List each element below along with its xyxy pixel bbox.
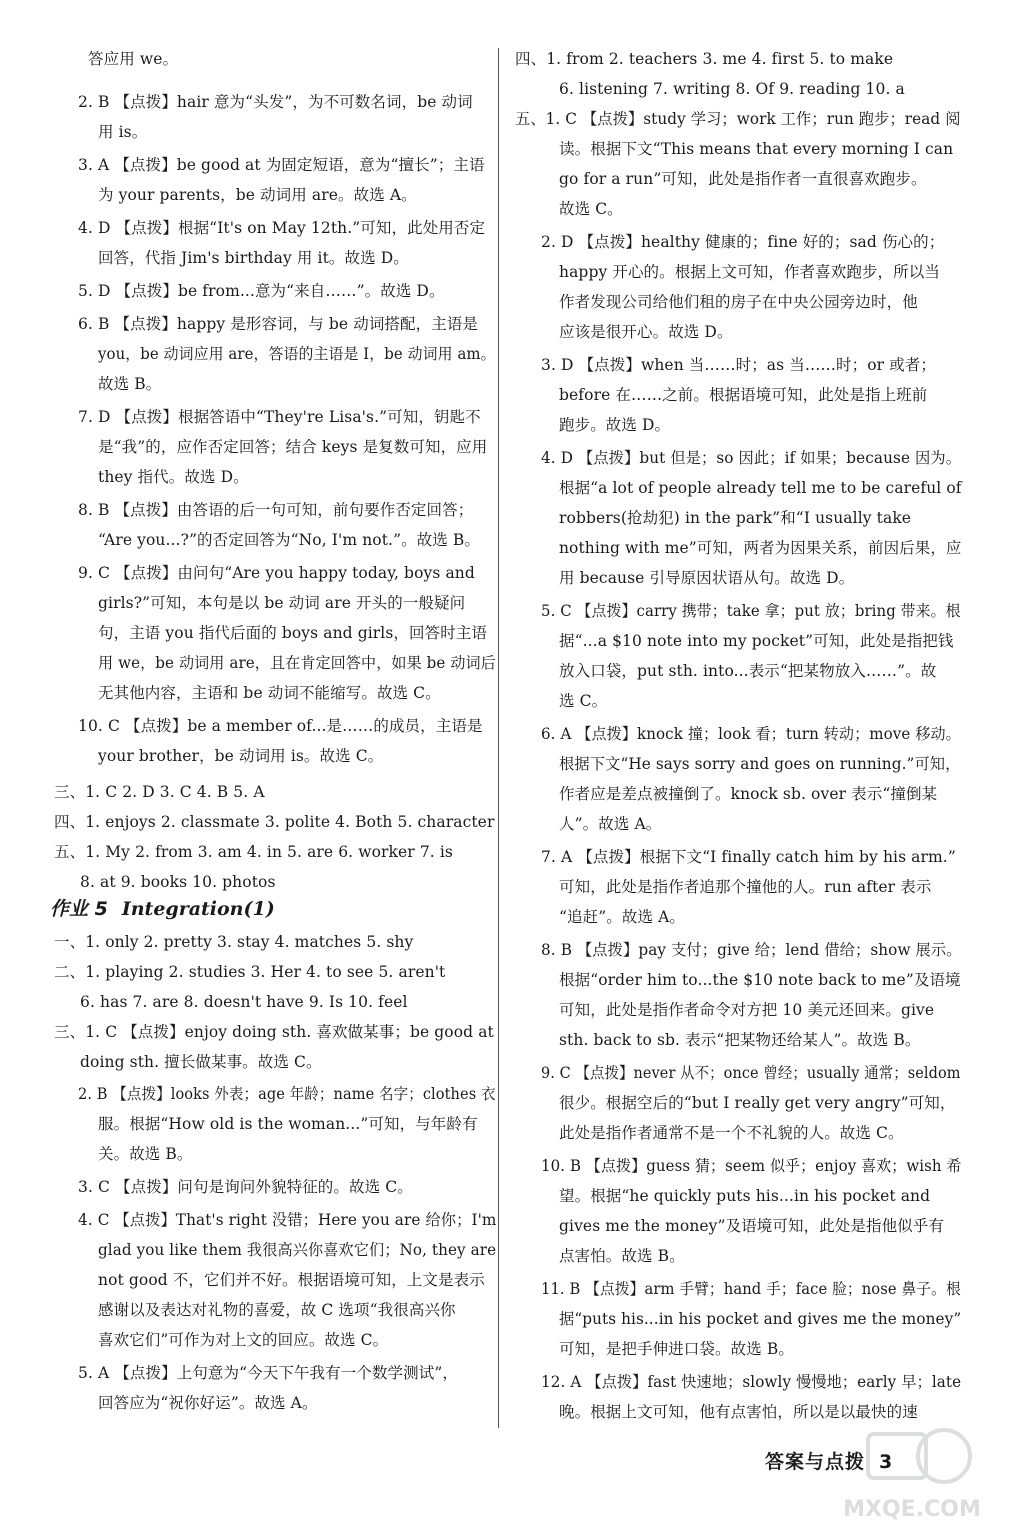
answer-line: 二、1. playing 2. studies 3. Her 4. to see 5. aren't	[54, 963, 446, 981]
watermark-logo	[832, 1420, 992, 1525]
answer-line: 此处是指作者通常不是一个不礼貌的人。故选 C。	[559, 1124, 904, 1142]
answer-line: 6. has 7. are 8. doesn't have 9. Is 10. feel	[80, 993, 408, 1011]
answer-line: 8. at 9. books 10. photos	[80, 873, 276, 891]
footer-label: 答案与点拨	[765, 1451, 866, 1473]
answer-line: 11. B 【点拨】arm 手臂；hand 手；face 脸；nose 鼻子。根	[541, 1280, 961, 1298]
answer-line: 一、1. only 2. pretty 3. stay 4. matches 5. shy	[54, 933, 414, 951]
answer-line: 9. C 【点拨】由问句“Are you happy today, boys and	[78, 564, 475, 582]
answer-line: 2. B 【点拨】looks 外表；age 年龄；name 名字；clothes 衣	[78, 1085, 496, 1103]
answer-line: 晚。根据上文可知，他有点害怕，所以是以最快的速	[559, 1403, 918, 1421]
answer-line: 8. B 【点拨】pay 支付；give 给；lend 借给；show 展示。	[541, 941, 962, 959]
answer-line: 4. D 【点拨】根据“It's on May 12th.”可知，此处用否定	[78, 219, 486, 237]
answer-line: 应该是很开心。故选 D。	[559, 323, 733, 341]
answer-line: robbers(抢劫犯) in the park”和“I usually take	[559, 509, 912, 527]
answer-line: 10. B 【点拨】guess 猜；seem 似乎；enjoy 喜欢；wish 希	[541, 1157, 962, 1175]
page-number: 3	[879, 1451, 894, 1473]
answer-line: 望。根据“he quickly puts his...in his pocket and	[559, 1187, 931, 1205]
answer-line: 作者发现公司给他们租的房子在中央公园旁边时，他	[559, 293, 918, 311]
answer-line: happy 开心的。根据上文可知，作者喜欢跑步，所以当	[559, 263, 940, 281]
answer-line: glad you like them 我很高兴你喜欢它们；No, they are	[98, 1241, 497, 1259]
answer-line: 放入口袋，put sth. into...表示“把某物放入……”。故	[559, 662, 937, 680]
answer-line: 根据“order him to...the $10 note back to me”及语境	[559, 971, 961, 989]
answer-line: 6. A 【点拨】knock 撞；look 看；turn 转动；move 移动。	[541, 725, 961, 743]
answer-line: 答应用 we。	[88, 50, 179, 68]
answer-line: your brother，be 动词用 is。故选 C。	[98, 747, 384, 765]
answer-line: 四、1. enjoys 2. classmate 3. polite 4. Both 5. character	[54, 813, 495, 831]
answer-line: 据“...a $10 note into my pocket”可知，此处是指把钱	[559, 632, 954, 650]
answer-line: 4. C 【点拨】That's right 没错；Here you are 给你；I'm	[78, 1211, 497, 1229]
answer-line: 12. A 【点拨】fast 快速地；slowly 慢慢地；early 早；late	[541, 1373, 962, 1391]
answer-line: go for a run”可知，此处是指作者一直很喜欢跑步。	[559, 170, 927, 188]
answer-line: 8. B 【点拨】由答语的后一句可知，前句要作否定回答；	[78, 501, 474, 519]
answer-line: 四、1. from 2. teachers 3. me 4. first 5. to make	[515, 50, 894, 68]
answer-line: 感谢以及表达对礼物的喜爱，故 C 选项“我很高兴你	[98, 1301, 456, 1319]
answer-line: 根据“a lot of people already tell me to be careful of	[559, 479, 962, 497]
answer-line: girls?”可知，本句是以 be 动词 are 开头的一般疑问	[98, 594, 466, 612]
section-label: 作业 5	[50, 898, 108, 920]
answer-line: 点害怕。故选 B。	[559, 1247, 685, 1265]
answer-line: 5. D 【点拨】be from...意为“来自……”。故选 D。	[78, 282, 445, 300]
answer-line: 可知，此处是指作者追那个撞他的人。run after 表示	[559, 878, 932, 896]
answer-line: 9. C 【点拨】never 从不；once 曾经；usually 通常；seldom	[541, 1064, 961, 1082]
answer-line: before 在……之前。根据语境可知，此处是指上班前	[559, 386, 928, 404]
answer-line: they 指代。故选 D。	[98, 468, 249, 486]
answer-line: 可知，是把手伸进口袋。故选 B。	[559, 1340, 794, 1358]
section-heading	[50, 896, 275, 922]
answer-line: 6. listening 7. writing 8. Of 9. reading 10. a	[559, 80, 905, 98]
answer-line: 喜欢它们”可作为对上文的回应。故选 C。	[98, 1331, 389, 1349]
answer-line: 三、1. C 2. D 3. C 4. B 5. A	[54, 783, 265, 801]
answer-line: 句，主语 you 指代后面的 boys and girls，回答时主语	[98, 624, 488, 642]
answer-line: 读。根据下文“This means that every morning I can	[559, 140, 954, 158]
answer-line: “Are you...?”的否定回答为“No, I'm not.”。故选 B。	[98, 531, 481, 549]
answer-line: 故选 B。	[98, 375, 162, 393]
answer-line: 4. D 【点拨】but 但是；so 因此；if 如果；because 因为。	[541, 449, 962, 467]
answer-line: doing sth. 擅长做某事。故选 C。	[80, 1053, 322, 1071]
answer-line: 无其他内容，主语和 be 动词不能缩写。故选 C。	[98, 684, 441, 702]
answer-line: 用 is。	[98, 123, 148, 141]
answer-line: 根据下文“He says sorry and goes on running.”可知，	[559, 755, 961, 773]
answer-line: 三、1. C 【点拨】enjoy doing sth. 喜欢做某事；be good at	[54, 1023, 494, 1041]
answer-line: 6. B 【点拨】happy 是形容词，与 be 动词搭配，主语是	[78, 315, 479, 333]
answer-line: 3. C 【点拨】问句是询问外貌特征的。故选 C。	[78, 1178, 413, 1196]
answer-line: 作者应是差点被撞倒了。knock sb. over 表示“撞倒某	[559, 785, 938, 803]
answer-line: “追赶”。故选 A。	[559, 908, 685, 926]
answer-line: 是“我”的，应作否定回答；结合 keys 是复数可知，应用	[98, 438, 488, 456]
answer-line: 可知，此处是指作者命令对方把 10 美元还回来。give	[559, 1001, 935, 1019]
answer-line: gives me the money”及语境可知，此处是指他似乎有	[559, 1217, 944, 1235]
answer-line: 五、1. My 2. from 3. am 4. in 5. are 6. worker 7. is	[54, 843, 453, 861]
answer-line: 关。故选 B。	[98, 1145, 193, 1163]
answer-line: 3. D 【点拨】when 当……时；as 当……时；or 或者；	[541, 356, 936, 374]
answer-line: 3. A 【点拨】be good at 为固定短语，意为“擅长”；主语	[78, 156, 485, 174]
section-title: Integration(1)	[121, 898, 275, 920]
watermark-text: MXQE.COM	[843, 1497, 981, 1522]
answer-line: 据“puts his...in his pocket and gives me the money”	[559, 1310, 962, 1328]
answer-line: 5. C 【点拨】carry 携带；take 拿；put 放；bring 带来。根	[541, 602, 961, 620]
answer-line: you，be 动词应用 are，答语的主语是 I，be 动词用 am。	[98, 345, 496, 363]
answer-line: 用 because 引导原因状语从句。故选 D。	[559, 569, 855, 587]
answer-line: not good 不，它们并不好。根据语境可知，上文是表示	[98, 1271, 485, 1289]
answer-line: 10. C 【点拨】be a member of...是……的成员，主语是	[78, 717, 483, 735]
answer-line: 2. D 【点拨】healthy 健康的；fine 好的；sad 伤心的；	[541, 233, 945, 251]
answer-line: 人”。故选 A。	[559, 815, 662, 833]
answer-line: 五、1. C 【点拨】study 学习；work 工作；run 跑步；read 阅	[515, 110, 961, 128]
answer-line: 为 your parents，be 动词用 are。故选 A。	[98, 186, 417, 204]
answer-line: 5. A 【点拨】上句意为“今天下午我有一个数学测试”，	[78, 1364, 458, 1382]
answer-line: 很少。根据空后的“but I really get very angry”可知，	[559, 1094, 956, 1112]
answer-line: 7. A 【点拨】根据下文“I finally catch him by his arm.”	[541, 848, 956, 866]
answer-line: 选 C。	[559, 692, 608, 710]
answer-line: 7. D 【点拨】根据答语中“They're Lisa's.”可知，钥匙不	[78, 408, 481, 426]
answer-line: 2. B 【点拨】hair 意为“头发”，为不可数名词，be 动词	[78, 93, 473, 111]
answer-line: 用 we，be 动词用 are，且在肯定回答中，如果 be 动词后	[98, 654, 496, 672]
column-divider	[498, 48, 499, 1428]
answer-line: nothing with me”可知，两者为因果关系，前因后果，应	[559, 539, 962, 557]
answer-line: 跑步。故选 D。	[559, 416, 671, 434]
answer-line: 故选 C。	[559, 200, 623, 218]
answer-line: sth. back to sb. 表示“把某物还给某人”。故选 B。	[559, 1031, 921, 1049]
answer-line: 回答应为“祝你好运”。故选 A。	[98, 1394, 318, 1412]
answer-line: 回答，代指 Jim's birthday 用 it。故选 D。	[98, 249, 409, 267]
answer-line: 服。根据“How old is the woman...”可知，与年龄有	[98, 1115, 478, 1133]
